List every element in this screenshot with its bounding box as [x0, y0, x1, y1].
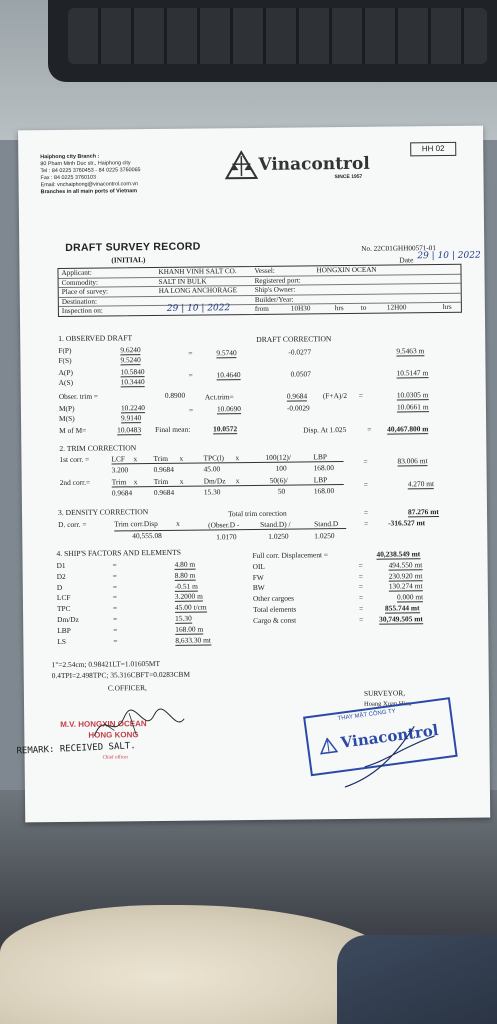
fs-label: F(S) [58, 355, 72, 366]
f-result: 9.5463 m [396, 346, 425, 356]
record-subtitle: (INITIAL) [111, 255, 146, 265]
destination-label: Destination: [61, 297, 97, 306]
inspection-date: 29 | 10 | 2022 [166, 303, 231, 314]
t1-v-lbp: 168.00 [313, 463, 334, 473]
element-key: Cargo & const [253, 615, 297, 625]
mid-eq: = [188, 405, 194, 415]
mp-value: 10.2240 [120, 403, 146, 413]
branch-title: Haiphong city Branch : [40, 153, 100, 161]
surveyor-label: SURVEYOR, [363, 688, 406, 698]
t1-eq: = [363, 456, 368, 466]
applicant-value: KHANH VINH SALT CO. [158, 267, 237, 276]
trim-heading: 2. TRIM CORRECTION [59, 443, 137, 454]
element-key: Full corr. Displacement = [252, 550, 329, 561]
ship-stamp-line-3: Chief officer [102, 755, 129, 761]
jeans-object [337, 935, 497, 1024]
t1-rule [112, 461, 344, 464]
factor-key: D2 [56, 571, 66, 581]
stamp-brand: Vinacontrol [339, 721, 440, 752]
vessel-value: HONGXIN OCEAN [316, 265, 377, 275]
ap-value: 10.5840 [120, 367, 145, 377]
t2-h-50: 50(6)/ [269, 475, 288, 485]
commodity-label: Commodity: [61, 278, 98, 287]
element-key: Other cargoes [252, 593, 295, 604]
t2-h-dmdz: Dm/Dz [203, 476, 226, 486]
stand-label-2: Stand.D [314, 519, 339, 529]
factor-value: 3.2000 m [174, 591, 203, 602]
factor-eq: = [112, 592, 118, 602]
from-time: 10H30 [290, 304, 311, 313]
branch-tel: Tel : 84 0225 3760453 - 84 0225 3760065 [40, 167, 141, 175]
date-label: Date [399, 255, 414, 265]
t2-rule [112, 484, 344, 487]
factor-eq: = [112, 603, 118, 613]
t1-v-trim: 0.9684 [153, 464, 174, 475]
t2-h-trim2: Trim [153, 476, 169, 487]
correction-heading: DRAFT CORRECTION [256, 334, 332, 344]
fa2-eq: = [358, 390, 364, 400]
t2-h-x3: x [235, 476, 240, 486]
ms-value: 9.9140 [120, 413, 142, 423]
observed-heading: 1. OBSERVED DRAFT [58, 333, 133, 344]
factor-eq: = [112, 571, 117, 581]
element-eq: = [358, 603, 364, 613]
as-value: 10.3440 [120, 377, 145, 387]
first-corr-result: 83.006 mt [397, 456, 428, 466]
factor-key: LCF [56, 593, 71, 603]
t2-v-dmdz: 15.30 [203, 487, 221, 497]
factor-key: D [56, 582, 63, 592]
t2-v-50: 50 [277, 486, 286, 496]
branch-address: 80 Pham Minh Duc str., Haiphong city [40, 160, 131, 168]
element-value: 30,749.505 mt [379, 614, 423, 624]
fa2-label: (F+A)/2 [322, 391, 348, 401]
disp-label: Disp. At 1.025 [303, 425, 347, 435]
t2-eq: = [363, 479, 368, 489]
element-eq: = [358, 582, 364, 592]
keyboard [48, 0, 497, 82]
disp-val: 40,555.08 [132, 530, 162, 541]
final-mean: 10.0572 [213, 424, 238, 434]
disp-eq: = [367, 424, 372, 434]
std-val-1: 1.0250 [268, 531, 289, 541]
d-corr-label: D. corr. = [58, 519, 87, 530]
branch-email: Email: vnchaiphong@vinacontrol.com.vn [40, 181, 139, 189]
m-mean: 10.0690 [216, 404, 242, 414]
keyboard-keys [68, 8, 487, 64]
element-eq: = [358, 560, 363, 570]
a-corr: 0.0507 [290, 369, 311, 379]
factor-value: 168.00 m [175, 624, 204, 634]
ap-label: A(P) [58, 367, 73, 378]
record-title: DRAFT SURVEY RECORD [65, 240, 201, 254]
t1-v-lcf: 3.200 [111, 465, 129, 475]
std-val-2: 1.0250 [314, 531, 335, 541]
stand-label-1: Stand.D) / [260, 519, 291, 529]
m-corr: -0.0029 [286, 403, 310, 413]
record-number: No. 22C01GHH00571-01 [361, 244, 436, 253]
conversion-line-1: 1"=2.54cm; 0.98421LT=1.01605MT [51, 658, 161, 670]
conversion-line-2: 0.4TPI=2.498TPC; 35.316CBFT=0.0283CBM [51, 669, 191, 681]
element-key: BW [252, 583, 265, 593]
t1-h-tpc: TPC(l) [203, 453, 225, 463]
factor-key: Dm/Dz [57, 614, 79, 625]
obs-trim: 0.8900 [164, 390, 186, 400]
fwd-eq: = [188, 348, 193, 358]
port-label: Registered port: [254, 275, 301, 285]
surveyor-signature [324, 716, 455, 797]
commodity-value: SALT IN BULK [158, 276, 207, 286]
factors-right-list [252, 549, 468, 627]
d-corr-eq: = [364, 518, 369, 528]
vessel-label: Vessel: [254, 266, 275, 275]
obs-val: 1.0170 [216, 532, 237, 542]
t1-h-x1: x [133, 454, 138, 464]
officer-label: C.OFFICER, [107, 683, 147, 693]
t2-v-trim2: 0.9684 [153, 487, 175, 498]
t1-h-trim: Trim [153, 453, 169, 464]
inspection-label: Inspection on: [61, 306, 103, 315]
first-corr-label: 1st corr. = [59, 454, 90, 465]
element-key: FW [252, 572, 264, 582]
factor-eq: = [112, 582, 118, 592]
t1-v-tpc: 45.00 [203, 464, 221, 474]
d-corr-x: x [176, 518, 180, 528]
factor-value: 8.80 m [174, 570, 196, 580]
factor-value: 45.00 t/cm [174, 602, 207, 613]
m-result: 10.0661 m [396, 402, 429, 412]
factor-eq: = [113, 625, 118, 635]
element-key: OIL [252, 561, 265, 571]
trim-corr-disp-label: Trim corr.Disp [114, 518, 158, 529]
owner-label: Ship's Owner: [254, 285, 296, 294]
from-label: from [254, 304, 269, 313]
t2-v-lbp: 168.00 [313, 486, 335, 496]
applicant-label: Applicant: [61, 268, 92, 277]
brand-name: Vinacontrol [258, 153, 370, 175]
t1-h-lbp: LBP [313, 452, 328, 462]
t2-h-x1: x [133, 477, 138, 487]
fs-value: 9.5240 [120, 355, 141, 365]
ship-stamp-line-2: HONG KONG [88, 730, 139, 740]
element-value: 130.274 mt [388, 581, 423, 591]
place-value: HA LONG ANCHORAGE [158, 286, 238, 295]
factors-heading: 4. SHIP'S FACTORS AND ELEMENTS [56, 547, 182, 559]
vinacontrol-logo-icon [224, 150, 258, 180]
place-label: Place of survey: [61, 287, 109, 296]
element-key: Total elements [252, 604, 297, 614]
branch-note: Branches in all main ports of Vietnam [40, 188, 138, 196]
total-trim-value: 87.276 mt [407, 507, 439, 517]
factor-eq: = [113, 614, 118, 624]
factor-key: LS [57, 636, 67, 646]
t2-h-x2: x [179, 476, 184, 486]
second-corr-result: 4.270 mt [407, 479, 435, 489]
act-trim: 0.9684 [286, 391, 308, 401]
a-result: 10.5147 m [396, 368, 429, 378]
hrs-label-2: hrs [442, 302, 452, 311]
aft-eq: = [188, 370, 193, 380]
t2-h-trim: Trim [111, 477, 127, 487]
obs-trim-label: Obser. trim = [58, 391, 99, 402]
stamp-caption: THAY MẶT CÔNG TY [337, 708, 397, 723]
disp-value: 40,467.800 m [387, 424, 429, 434]
to-time: 12H00 [386, 303, 407, 312]
element-value: 0.000 mt [396, 592, 424, 602]
t1-v-100: 100 [275, 463, 287, 473]
fp-label: F(P) [58, 345, 72, 356]
t1-h-lcf: LCF [111, 454, 126, 464]
hrs-label-1: hrs [334, 304, 344, 313]
factors-left-list [57, 559, 258, 647]
date-value: 29 | 10 | 2022 [417, 250, 481, 262]
t2-h-lbp: LBP [313, 475, 328, 485]
factor-key: LBP [57, 625, 71, 635]
mofm-label: M of M= [59, 425, 87, 436]
element-eq: = [359, 614, 364, 624]
remark-handwritten: REMARK: RECEIVED SALT. [16, 741, 136, 757]
draft-survey-document [18, 126, 490, 823]
element-value: 494.550 mt [388, 560, 423, 570]
doc-code: HH 02 [410, 142, 456, 156]
t2-v-trim: 0.9684 [111, 488, 133, 498]
element-value: 855.744 mt [384, 603, 420, 613]
act-trim-label: Act.trim= [204, 392, 234, 402]
second-corr-label: 2nd corr.= [59, 477, 91, 488]
factor-value: 15.30 [175, 613, 192, 623]
f-corr: -0.0277 [288, 347, 312, 357]
factor-value: -0.51 m [174, 581, 198, 591]
ship-stamp-line-1: M.V. HONGXIN OCEAN [60, 719, 147, 730]
total-trim-label: Total trim corection [227, 508, 287, 519]
factor-key: TPC [56, 604, 71, 614]
to-label: to [360, 303, 367, 312]
obser-label: (Obser.D - [208, 520, 240, 530]
element-value: 40,238.549 mt [376, 549, 421, 559]
factor-key: D1 [56, 560, 66, 571]
factor-value: 4.80 m [174, 559, 196, 569]
fa2-value: 10.0305 m [396, 390, 429, 400]
surveyor-name: Hoang Xuan Hieu [364, 700, 412, 708]
branch-info [40, 153, 141, 196]
t1-h-x3: x [235, 453, 240, 463]
branch-fax: Fax : 84 0225 3760103 [40, 174, 96, 182]
mofm-value: 10.0483 [117, 425, 142, 435]
as-label: A(S) [58, 377, 74, 388]
a-mean: 10.4640 [216, 370, 241, 380]
t1-h-100: 100(12)/ [265, 452, 291, 462]
element-eq: = [358, 571, 363, 581]
t1-h-x2: x [179, 453, 184, 463]
mp-label: M(P) [58, 403, 75, 414]
f-mean: 9.5740 [216, 348, 237, 358]
builder-label: Builder/Year: [254, 295, 294, 304]
factor-eq: = [112, 560, 117, 570]
officer-signature [84, 705, 194, 746]
density-result: -316.527 mt [388, 518, 426, 528]
factor-value: 8,633.30 mt [175, 635, 211, 645]
ms-label: M(S) [58, 413, 75, 424]
density-heading: 3. DENSITY CORRECTION [57, 507, 149, 518]
fp-value: 9.6240 [120, 345, 141, 355]
element-row [253, 614, 468, 627]
final-mean-label: Final mean: [155, 424, 191, 435]
brand-since: SINCE 1957 [334, 173, 363, 181]
factor-eq: = [113, 635, 118, 646]
element-eq: = [358, 593, 364, 603]
total-trim-eq: = [363, 507, 369, 517]
vessel-info-table [57, 264, 461, 317]
factor-row [57, 635, 257, 648]
element-value: 230.920 mt [388, 570, 423, 581]
